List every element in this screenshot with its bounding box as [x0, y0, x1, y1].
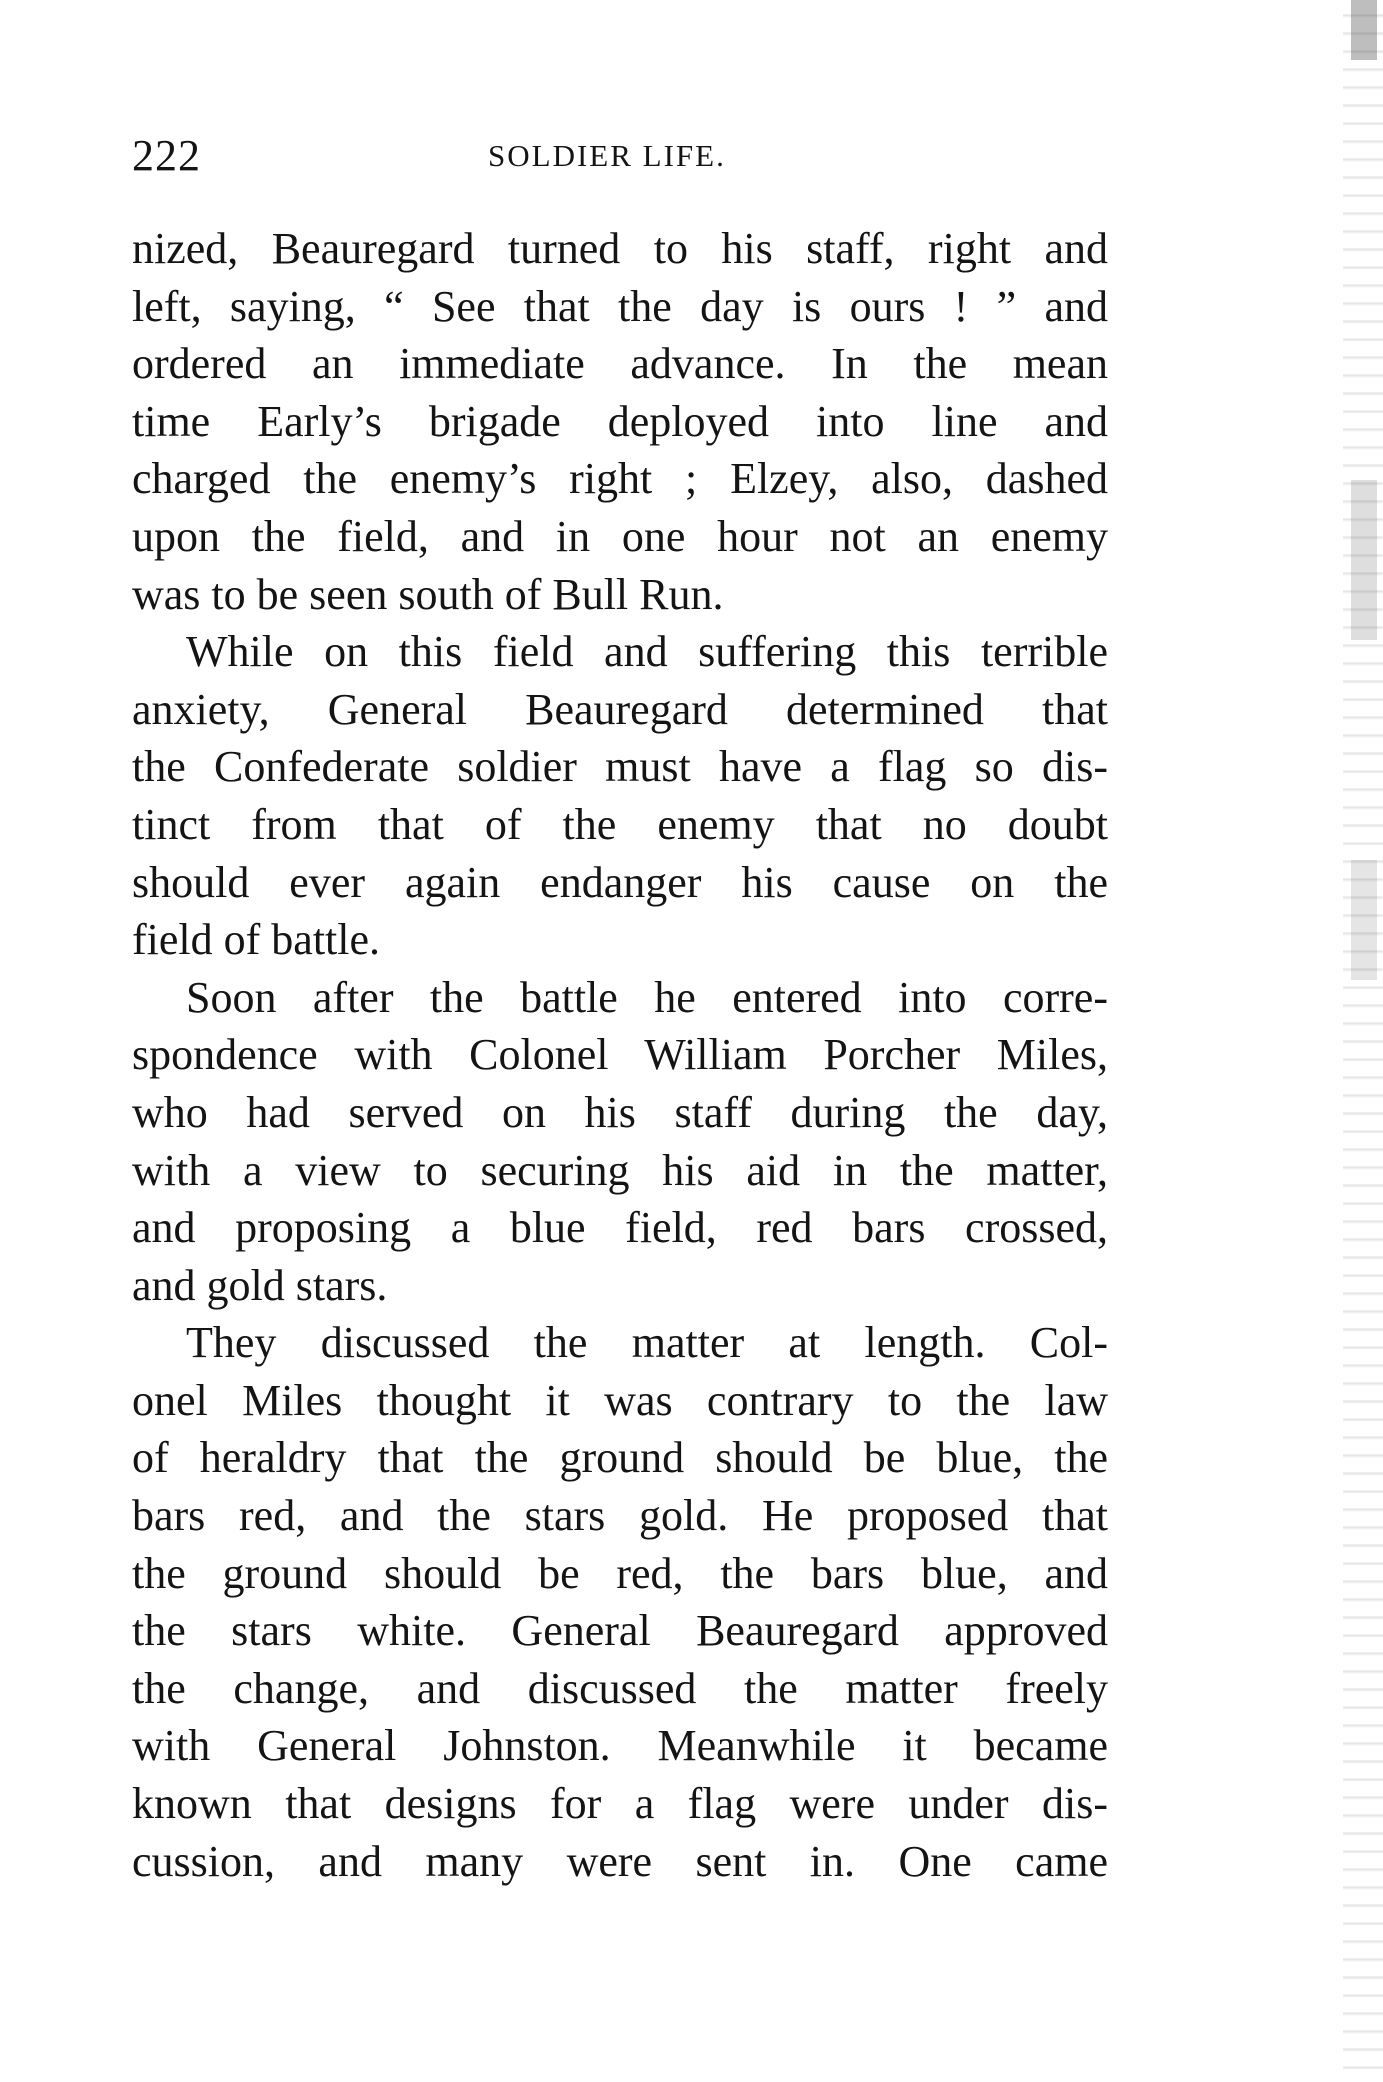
text-line: of heraldry that the ground should be blue, the: [132, 1433, 1108, 1483]
text-line: who had served on his staff during the day,: [132, 1087, 1108, 1137]
paragraph: [132, 1314, 1108, 1890]
text-line: and gold stars.: [132, 1260, 388, 1310]
book-page: [132, 120, 1108, 1890]
text-line: spondence with Colonel William Porcher Miles,: [132, 1030, 1108, 1080]
text-line: tinct from that of the enemy that no doubt: [132, 799, 1108, 849]
paragraph: [132, 220, 1108, 623]
page-number: 222: [132, 131, 201, 180]
text-line: and proposing a blue field, red bars crossed,: [132, 1203, 1108, 1253]
body-text: [132, 220, 1108, 1890]
page-edge-mark: [1351, 860, 1377, 980]
text-line: anxiety, General Beauregard determined that: [132, 684, 1108, 734]
text-line: the stars white. General Beauregard approved: [132, 1606, 1108, 1656]
text-line: ordered an immediate advance. In the mean: [132, 339, 1108, 389]
text-line: known that designs for a flag were under dis-: [132, 1779, 1108, 1829]
text-line: They discussed the matter at length. Col-: [186, 1318, 1108, 1368]
page-edge-shadow: [1343, 0, 1383, 2082]
text-line: the Confederate soldier must have a flag so dis-: [132, 742, 1108, 792]
text-line: the change, and discussed the matter freely: [132, 1663, 1108, 1713]
text-line: Soon after the battle he entered into corre-: [186, 972, 1108, 1022]
text-line: was to be seen south of Bull Run.: [132, 569, 724, 619]
text-line: with a view to securing his aid in the matter,: [132, 1145, 1108, 1195]
running-title: SOLDIER LIFE.: [488, 138, 726, 173]
text-line: While on this field and suffering this terrible: [186, 627, 1108, 677]
text-line: with General Johnston. Meanwhile it became: [132, 1721, 1108, 1771]
running-head: [132, 120, 1108, 196]
text-line: left, saying, “ See that the day is ours ! ” and: [132, 281, 1108, 331]
text-line: the ground should be red, the bars blue, and: [132, 1548, 1108, 1598]
page-edge-mark: [1351, 480, 1377, 640]
page-edge-mark: [1351, 0, 1377, 60]
text-line: nized, Beauregard turned to his staff, right and: [132, 224, 1108, 273]
paragraph: [132, 623, 1108, 969]
text-line: time Early’s brigade deployed into line and: [132, 396, 1108, 446]
text-line: bars red, and the stars gold. He proposed that: [132, 1491, 1108, 1541]
text-line: should ever again endanger his cause on the: [132, 857, 1108, 907]
text-line: onel Miles thought it was contrary to the law: [132, 1375, 1108, 1425]
paragraph: [132, 969, 1108, 1315]
text-line: upon the field, and in one hour not an enemy: [132, 511, 1108, 561]
text-line: cussion, and many were sent in. One came: [132, 1836, 1108, 1886]
text-line: charged the enemy’s right ; Elzey, also, dashed: [132, 454, 1108, 504]
text-line: field of battle.: [132, 915, 381, 965]
